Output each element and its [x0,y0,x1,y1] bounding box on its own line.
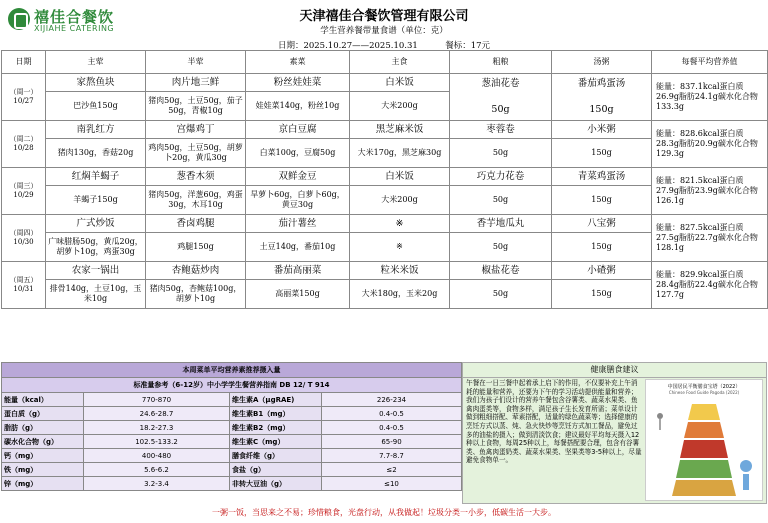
ingredient-cell: 旱萝卜60g，白萝卜60g，黄豆30g [246,186,350,215]
column-header: 粗粮 [450,51,552,74]
dish-name: 白米饭 [350,168,450,186]
dish-name: 粒米米饭 [350,262,450,280]
nutrient-value: 102.5-133.2 [84,435,230,449]
nutrition-value: 能量：837.1kcal蛋白质26.9g脂肪24.1g碳水化合物133.3g [652,74,768,121]
table-row [2,393,462,407]
ingredient-cell: 50g [450,233,552,262]
table-row [2,463,462,477]
nutrient-value: 226-234 [322,393,462,407]
dish-name: 茄汁薯丝 [246,215,350,233]
date-range-text: 日期：2025.10.27——2025.10.31 [277,41,418,51]
day-cell: （周三）10/29 [2,168,46,215]
table-row [2,378,462,393]
dish-portion: 150g [589,104,614,115]
ingredient-cell: 150g [552,186,652,215]
column-header: 日期 [2,51,46,74]
ingredient-cell: 白菜100g，豆腐50g [246,139,350,168]
dish-name: 京白豆腐 [246,121,350,139]
nutrient-label: 维生素B2（mg） [230,421,322,435]
nutrient-label: 食盐（g） [230,463,322,477]
ingredient-cell: 鸡腿150g [146,233,246,262]
nutrient-label: 锌（mg） [2,477,84,491]
dish-portion: 50g [491,104,510,115]
pagoda-title: 中国居民平衡膳食宝塔（2022） [667,384,741,390]
weekly-menu-table [1,50,768,309]
dish-name: 南乳红方 [46,121,146,139]
table-row [2,74,768,92]
nutrition-section [1,362,767,505]
ingredient-cell: 50g [450,280,552,309]
dish-name: 农家一锅出 [46,262,146,280]
nutrient-value: 65-90 [322,435,462,449]
table-row [2,477,462,491]
nutrient-value: 0.4-0.5 [322,421,462,435]
advice-text: 午餐在一日三餐中起着承上启下的作用，不仅要补充上午消耗的能量和营养，还要为下午的学习活动提供能量和营养；我们为孩子们设计的营养午餐包含谷薯类、蔬菜水果类、鱼禽肉蛋类等，食物多样，满足孩子生长发育所需；菜单设计做到粗细搭配、荤素搭配，适量的绿色蔬菜等；选择健康的烹饪方式以蒸、炖、急火快炒等烹饪方式加工餐品，避免过多的油盐的摄入；做到清淡饮食；建议最好平均每天摄入12种以上食物，每周25种以上，每餐搭配要合理，包含有谷薯类、鱼禽肉蛋奶类、蔬菜水果类、坚果类等3-5种以上，尽量避免食物单一。 [466,379,642,465]
dish-name: 白米饭 [350,74,450,92]
dish-name: 家熬鱼块 [46,74,146,92]
dish-name: 椒盐花卷 [450,262,552,280]
nutrition-value: 能量：829.9kcal蛋白质28.4g脂肪22.4g碳水化合物127.7g [652,262,768,309]
table-row [2,449,462,463]
nutrient-value: ≤10 [322,477,462,491]
diet-advice-panel [462,362,767,504]
ingredient-cell: 猪肉50g，杏鲍菇100g，胡萝卜10g [146,280,246,309]
dish-name: 红焖羊蝎子 [46,168,146,186]
food-pagoda-icon [646,396,762,500]
dish-name [450,74,552,121]
pagoda-subtitle: Chinese Food Guide Pagoda (2022) [668,390,740,395]
table-row [2,262,768,280]
nutrient-value: 3.2-3.4 [84,477,230,491]
ingredient-cell: 50g [450,139,552,168]
dish-name: 双鲜金豆 [246,168,350,186]
ingredient-cell: 排骨140g，土豆10g，玉米10g [46,280,146,309]
food-pagoda-image [645,379,763,501]
table-row [2,421,462,435]
page-header [0,0,768,54]
nutrient-label: 碳水化合物（g） [2,435,84,449]
dish-name: 巧克力花卷 [450,168,552,186]
ingredient-cell: 巴沙鱼150g [46,92,146,121]
nutrient-label: 蛋白质（g） [2,407,84,421]
day-cell: （周四）10/30 [2,215,46,262]
table-row [2,121,768,139]
ingredient-cell: 150g [552,139,652,168]
ingredient-cell: ※ [350,233,450,262]
table-row [2,435,462,449]
ingredient-cell: 鸡肉50g，土豆50g，胡萝卜20g，黄瓜30g [146,139,246,168]
nutrient-value: 7.7-8.7 [322,449,462,463]
ingredient-cell: 大米200g [350,186,450,215]
dish-name: 黑芝麻米饭 [350,121,450,139]
day-cell: （周二）10/28 [2,121,46,168]
dish-name: 青菜鸡蛋汤 [552,168,652,186]
ingredient-cell: 大米180g，玉米20g [350,280,450,309]
ingredient-cell: 羊蝎子150g [46,186,146,215]
dish-name: ※ [350,215,450,233]
dish-name: 粉丝娃娃菜 [246,74,350,92]
day-cell: （周五）10/31 [2,262,46,309]
nutrient-label: 膳食纤维（g） [230,449,322,463]
nutrient-label: 维生素B1（mg） [230,407,322,421]
nutrition-value: 能量：821.5kcal蛋白质27.9g脂肪23.9g碳水化合物126.1g [652,168,768,215]
nutrient-value: 0.4-0.5 [322,407,462,421]
nutrient-value: 24.6-28.7 [84,407,230,421]
ingredient-cell: 50g [450,186,552,215]
dish-name: 小米粥 [552,121,652,139]
nutrient-label: 脂肪（g） [2,421,84,435]
dish-label: 葱油花卷 [481,78,520,90]
brand-name-en: XIJIAHE CATERING [34,24,115,33]
dish-name: 香芋地瓜丸 [450,215,552,233]
dish-name: 枣蓉卷 [450,121,552,139]
column-header: 每餐平均营养值 [652,51,768,74]
table-row [2,363,462,378]
nutrient-value: 5.6-6.2 [84,463,230,477]
dish-name: 葱香木须 [146,168,246,186]
ingredient-cell: 猪肉50g，洋葱60g，鸡蛋30g，木耳10g [146,186,246,215]
nutrient-standard-table [1,362,462,491]
dish-name: 宫爆鸡丁 [146,121,246,139]
dish-name: 香卤鸡腿 [146,215,246,233]
nutrient-label: 钙（mg） [2,449,84,463]
ingredient-cell: 150g [552,280,652,309]
menu-subtitle: 学生营养餐带量食谱（单位：克） [320,26,448,36]
nutrient-label: 铁（mg） [2,463,84,477]
standard-subtitle: 标准量参考（6-12岁）中小学学生餐营养指南 DB 12/ T 914 [2,378,462,393]
standard-title: 本周菜单平均营养素推荐摄入量 [2,363,462,378]
dish-name: 八宝粥 [552,215,652,233]
ingredient-cell: 大米200g [350,92,450,121]
advice-title: 健康膳食建议 [463,363,766,378]
nutrition-value: 能量：827.5kcal蛋白质27.5g脂肪22.7g碳水化合物128.1g [652,215,768,262]
nutrient-label: 能量（kcal） [2,393,84,407]
ingredient-cell: 150g [552,233,652,262]
day-cell: （周一）10/27 [2,74,46,121]
ingredient-cell: 娃娃菜140g，粉丝10g [246,92,350,121]
nutrient-value: 400-480 [84,449,230,463]
ingredient-cell: 大米170g，黑芝麻30g [350,139,450,168]
footer-slogan: 一粥一饭，当思来之不易；珍惜粮食，光盘行动，从我做起！垃圾分类一小步，低碳生活一大步。 [212,508,556,517]
dish-name [552,74,652,121]
ingredient-cell: 广味腊肠50g，黄瓜20g，胡萝卜10g，鸡蛋30g [46,233,146,262]
column-header: 半荤 [146,51,246,74]
nutrient-value: 18.2-27.3 [84,421,230,435]
dish-label: 番茄鸡蛋汤 [577,78,626,90]
column-header: 汤粥 [552,51,652,74]
nutrient-value: 770-870 [84,393,230,407]
company-name: 天津禧佳合餐饮管理有限公司 [299,9,469,24]
ingredient-cell: 猪肉50g，土豆50g，茄子50g，青椒10g [146,92,246,121]
table-row [2,168,768,186]
brand-name-cn: 禧佳合餐饮 [34,8,115,26]
nutrition-value: 能量：828.6kcal蛋白质28.3g脂肪20.9g碳水化合物129.3g [652,121,768,168]
dish-name: 小碴粥 [552,262,652,280]
ingredient-cell: 高丽菜150g [246,280,350,309]
nutrient-label: 维生素C（mg） [230,435,322,449]
table-row [2,407,462,421]
column-header: 主食 [350,51,450,74]
nutrient-value: ≤2 [322,463,462,477]
column-header: 素菜 [246,51,350,74]
dish-name: 广式炒饭 [46,215,146,233]
dish-name: 杏鲍菇炒肉 [146,262,246,280]
dish-name: 肉片地三鲜 [146,74,246,92]
table-row [2,215,768,233]
ingredient-cell: 猪肉130g，香菇20g [46,139,146,168]
ingredient-cell: 土豆140g，番茄10g [246,233,350,262]
nutrient-label: 非转大豆油（g） [230,477,322,491]
dish-name: 番茄高丽菜 [246,262,350,280]
table-header-row [2,51,768,74]
meal-price: 餐标：17元 [445,41,491,51]
nutrient-label: 维生素A（μgRAE) [230,393,322,407]
column-header: 主荤 [46,51,146,74]
